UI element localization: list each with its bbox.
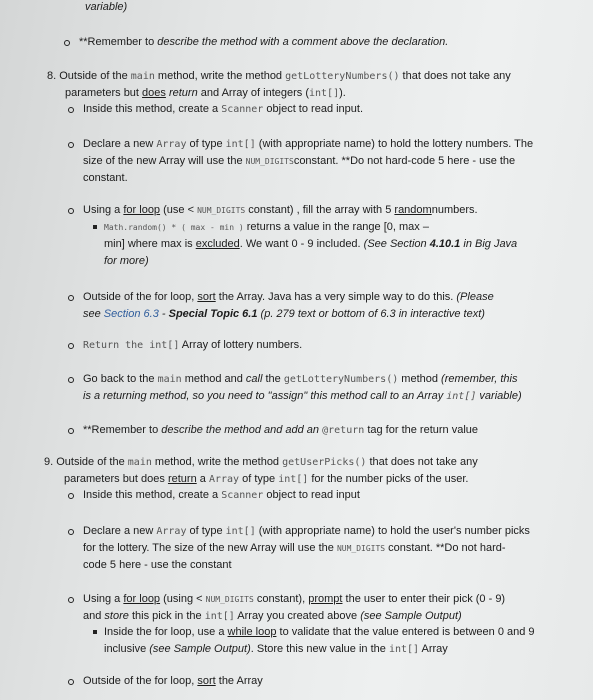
text-line: Math.random() * ( max - min ) returns a value in the range [0, max – <box>104 221 429 233</box>
text-line: for more) <box>104 255 149 267</box>
text-line: parameters but does return and Array of integers (int[]). <box>65 87 346 99</box>
text-line: Outside of the for loop, sort the Array. Java has a very simple way to do this. (Please <box>83 291 494 303</box>
text-line: Outside of the for loop, sort the Array <box>83 675 263 687</box>
hollow-bullet-icon <box>64 40 70 46</box>
text-line: Inside the for loop, use a while loop to validate that the value entered is between 0 and 9 <box>104 626 535 638</box>
text-line: 8. Outside of the main method, write the method getLotteryNumbers() that does not take any <box>47 70 511 82</box>
text-line: Declare a new Array of type int[] (with appropriate name) to hold the user's number picks <box>83 525 530 537</box>
text-line: see Section 6.3 - Special Topic 6.1 (p. 279 text or bottom of 6.3 in interactive text) <box>83 308 485 320</box>
square-bullet-icon <box>93 630 97 634</box>
text-line: variable) <box>85 1 128 13</box>
text-line: inclusive (see Sample Output). Store this new value in the int[] Array <box>104 643 448 655</box>
text-line: size of the new Array will use the NUM_DIGITSconstant. **Do not hard-code 5 here - use the <box>83 155 516 167</box>
square-bullet-icon <box>93 225 97 229</box>
text-line: Using a for loop (using < NUM_DIGITS constant), prompt the user to enter their pick (0 - 9) <box>83 593 506 605</box>
text-line: Return the int[] Array of lottery numbers. <box>83 339 303 351</box>
hollow-bullet-icon <box>68 597 74 603</box>
text-line: code 5 here - use the constant <box>83 559 232 571</box>
hollow-bullet-icon <box>68 343 74 349</box>
text-line: Inside this method, create a Scanner object to read input. <box>83 103 364 115</box>
text-line: constant. <box>83 172 128 184</box>
hollow-bullet-icon <box>68 295 74 301</box>
hollow-bullet-icon <box>68 428 74 434</box>
text-line: **Remember to describe the method with a comment above the declaration. <box>79 36 449 48</box>
text-line: **Remember to describe the method and add an @return tag for the return value <box>83 424 478 436</box>
hollow-bullet-icon <box>68 107 74 113</box>
hollow-bullet-icon <box>68 377 74 383</box>
hollow-bullet-icon <box>68 679 74 685</box>
text-line: Declare a new Array of type int[] (with appropriate name) to hold the lottery numbers. The <box>83 138 534 150</box>
text-line: Inside this method, create a Scanner object to read input <box>83 489 360 501</box>
text-line: Go back to the main method and call the getLotteryNumbers() method (remember, this <box>83 373 518 385</box>
hollow-bullet-icon <box>68 142 74 148</box>
text-line: is a returning method, so you need to "assign" this method call to an Array int[] variable) <box>83 390 522 402</box>
text-line: min] where max is excluded. We want 0 - 9 included. (See Section 4.10.1 in Big Java <box>104 238 518 250</box>
text-line: Using a for loop (use < NUM_DIGITS constant) , fill the array with 5 randomnumbers. <box>83 204 478 216</box>
text-line: for the lottery. The size of the new Array will use the NUM_DIGITS constant. **Do not hard- <box>83 542 506 554</box>
hollow-bullet-icon <box>68 208 74 214</box>
hollow-bullet-icon <box>68 493 74 499</box>
text-line: parameters but does return a Array of type int[] for the number picks of the user. <box>64 473 469 485</box>
hollow-bullet-icon <box>68 529 74 535</box>
text-line: 9. Outside of the main method, write the method getUserPicks() that does not take any <box>44 456 478 468</box>
text-line: and store this pick in the int[] Array you created above (see Sample Output) <box>83 610 462 622</box>
